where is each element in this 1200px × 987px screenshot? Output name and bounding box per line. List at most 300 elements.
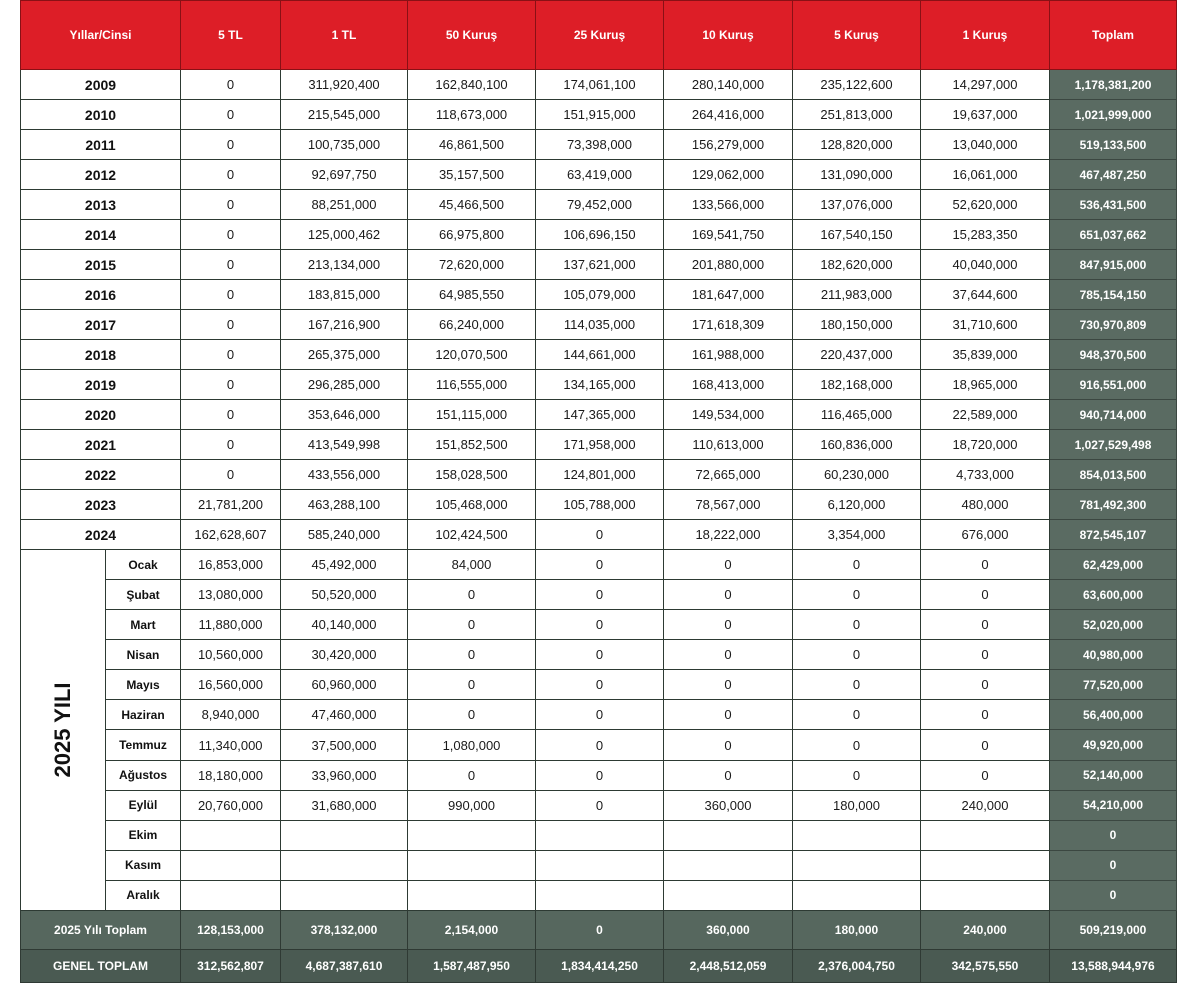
value-cell: 33,960,000: [281, 760, 408, 790]
value-cell: [793, 850, 921, 880]
value-cell: 353,646,000: [281, 400, 408, 430]
header-cell-total: Toplam: [1050, 1, 1177, 70]
value-cell: 35,157,500: [408, 160, 536, 190]
value-cell: 990,000: [408, 790, 536, 820]
value-cell: [536, 880, 664, 910]
year-row: [21, 220, 1177, 250]
value-cell: 124,801,000: [536, 460, 664, 490]
grand-total-row: [21, 950, 1177, 983]
value-cell: 118,673,000: [408, 100, 536, 130]
header-cell-5tl: 5 TL: [181, 1, 281, 70]
value-cell: 0: [536, 670, 664, 700]
value-cell: [536, 820, 664, 850]
value-cell: 15,283,350: [921, 220, 1050, 250]
year-total-row-total: 509,219,000: [1050, 911, 1177, 950]
year-total-row-value: 360,000: [664, 911, 793, 950]
value-cell: 30,420,000: [281, 640, 408, 670]
value-cell: 215,545,000: [281, 100, 408, 130]
value-cell: 0: [793, 700, 921, 730]
month-row: [21, 550, 1177, 580]
row-total-cell: 872,545,107: [1050, 520, 1177, 550]
month-label: Ekim: [106, 820, 181, 850]
value-cell: 0: [793, 640, 921, 670]
value-cell: [281, 850, 408, 880]
row-total-cell: 467,487,250: [1050, 160, 1177, 190]
row-total-cell: 0: [1050, 820, 1177, 850]
row-total-cell: 1,178,381,200: [1050, 70, 1177, 100]
value-cell: 137,076,000: [793, 190, 921, 220]
value-cell: 171,618,309: [664, 310, 793, 340]
value-cell: 16,560,000: [181, 670, 281, 700]
month-row: [21, 820, 1177, 850]
value-cell: 240,000: [921, 790, 1050, 820]
value-cell: 213,134,000: [281, 250, 408, 280]
value-cell: 0: [181, 250, 281, 280]
year-total-row-label: 2025 Yılı Toplam: [21, 911, 181, 950]
header-cell-50kurus: 50 Kuruş: [408, 1, 536, 70]
value-cell: 413,549,998: [281, 430, 408, 460]
value-cell: 0: [536, 700, 664, 730]
year-row: [21, 130, 1177, 160]
value-cell: [921, 820, 1050, 850]
value-cell: 63,419,000: [536, 160, 664, 190]
value-cell: 0: [536, 520, 664, 550]
value-cell: 0: [664, 580, 793, 610]
value-cell: 0: [921, 700, 1050, 730]
year-2025-label-cell: [21, 550, 106, 911]
value-cell: 0: [181, 460, 281, 490]
value-cell: 18,180,000: [181, 760, 281, 790]
value-cell: 0: [536, 550, 664, 580]
value-cell: 50,520,000: [281, 580, 408, 610]
coin-production-table: [20, 0, 1177, 983]
month-row: [21, 880, 1177, 910]
value-cell: 0: [793, 670, 921, 700]
value-cell: 149,534,000: [664, 400, 793, 430]
value-cell: 88,251,000: [281, 190, 408, 220]
row-total-cell: 781,492,300: [1050, 490, 1177, 520]
value-cell: 0: [793, 550, 921, 580]
value-cell: 8,940,000: [181, 700, 281, 730]
value-cell: 16,853,000: [181, 550, 281, 580]
row-total-cell: 847,915,000: [1050, 250, 1177, 280]
value-cell: 20,760,000: [181, 790, 281, 820]
value-cell: 144,661,000: [536, 340, 664, 370]
year-row: [21, 190, 1177, 220]
value-cell: 0: [408, 670, 536, 700]
row-total-cell: 40,980,000: [1050, 640, 1177, 670]
value-cell: 183,815,000: [281, 280, 408, 310]
value-cell: 102,424,500: [408, 520, 536, 550]
value-cell: 134,165,000: [536, 370, 664, 400]
value-cell: 0: [181, 280, 281, 310]
month-row: [21, 580, 1177, 610]
grand-total-row-value: 2,376,004,750: [793, 950, 921, 983]
value-cell: 147,365,000: [536, 400, 664, 430]
value-cell: 265,375,000: [281, 340, 408, 370]
value-cell: 84,000: [408, 550, 536, 580]
value-cell: 480,000: [921, 490, 1050, 520]
year-label: 2015: [21, 250, 181, 280]
month-label: Temmuz: [106, 730, 181, 760]
row-total-cell: 651,037,662: [1050, 220, 1177, 250]
value-cell: 0: [536, 790, 664, 820]
row-total-cell: 916,551,000: [1050, 370, 1177, 400]
value-cell: 235,122,600: [793, 70, 921, 100]
month-label: Mayıs: [106, 670, 181, 700]
value-cell: 21,781,200: [181, 490, 281, 520]
value-cell: 37,500,000: [281, 730, 408, 760]
value-cell: 31,710,600: [921, 310, 1050, 340]
value-cell: [921, 880, 1050, 910]
value-cell: 0: [921, 550, 1050, 580]
month-label: Şubat: [106, 580, 181, 610]
year-label: 2022: [21, 460, 181, 490]
month-row: [21, 640, 1177, 670]
year-row: [21, 370, 1177, 400]
value-cell: 0: [664, 760, 793, 790]
value-cell: 35,839,000: [921, 340, 1050, 370]
value-cell: 585,240,000: [281, 520, 408, 550]
value-cell: 131,090,000: [793, 160, 921, 190]
value-cell: [408, 880, 536, 910]
value-cell: 60,230,000: [793, 460, 921, 490]
year-label: 2011: [21, 130, 181, 160]
value-cell: [793, 820, 921, 850]
year-row: [21, 400, 1177, 430]
value-cell: 78,567,000: [664, 490, 793, 520]
value-cell: 79,452,000: [536, 190, 664, 220]
value-cell: 0: [536, 730, 664, 760]
value-cell: 0: [664, 670, 793, 700]
grand-total-row-value: 4,687,387,610: [281, 950, 408, 983]
value-cell: 105,788,000: [536, 490, 664, 520]
value-cell: 0: [664, 730, 793, 760]
row-total-cell: 56,400,000: [1050, 700, 1177, 730]
header-cell-1kurus: 1 Kuruş: [921, 1, 1050, 70]
value-cell: 13,040,000: [921, 130, 1050, 160]
row-total-cell: 77,520,000: [1050, 670, 1177, 700]
value-cell: 463,288,100: [281, 490, 408, 520]
value-cell: 120,070,500: [408, 340, 536, 370]
value-cell: 18,965,000: [921, 370, 1050, 400]
value-cell: 151,852,500: [408, 430, 536, 460]
value-cell: 264,416,000: [664, 100, 793, 130]
table-footer: [21, 911, 1177, 983]
grand-total-row-value: 2,448,512,059: [664, 950, 793, 983]
month-row: [21, 730, 1177, 760]
value-cell: 66,240,000: [408, 310, 536, 340]
year-label: 2019: [21, 370, 181, 400]
value-cell: 116,465,000: [793, 400, 921, 430]
value-cell: 174,061,100: [536, 70, 664, 100]
value-cell: 433,556,000: [281, 460, 408, 490]
year-row: [21, 490, 1177, 520]
value-cell: 0: [408, 700, 536, 730]
value-cell: 66,975,800: [408, 220, 536, 250]
value-cell: 37,644,600: [921, 280, 1050, 310]
value-cell: 0: [181, 310, 281, 340]
row-total-cell: 940,714,000: [1050, 400, 1177, 430]
row-total-cell: 948,370,500: [1050, 340, 1177, 370]
year-row: [21, 430, 1177, 460]
year-row: [21, 340, 1177, 370]
value-cell: 181,647,000: [664, 280, 793, 310]
value-cell: [181, 880, 281, 910]
value-cell: 105,079,000: [536, 280, 664, 310]
value-cell: 0: [793, 730, 921, 760]
year-row: [21, 250, 1177, 280]
value-cell: 73,398,000: [536, 130, 664, 160]
year-total-row: [21, 911, 1177, 950]
value-cell: 100,735,000: [281, 130, 408, 160]
value-cell: 0: [181, 160, 281, 190]
value-cell: 162,840,100: [408, 70, 536, 100]
value-cell: 0: [921, 610, 1050, 640]
grand-total-row-value: 342,575,550: [921, 950, 1050, 983]
value-cell: 10,560,000: [181, 640, 281, 670]
value-cell: 0: [181, 340, 281, 370]
value-cell: [281, 820, 408, 850]
year-label: 2018: [21, 340, 181, 370]
header-cell-5kurus: 5 Kuruş: [793, 1, 921, 70]
value-cell: 0: [181, 430, 281, 460]
value-cell: 151,115,000: [408, 400, 536, 430]
value-cell: 156,279,000: [664, 130, 793, 160]
row-total-cell: 1,021,999,000: [1050, 100, 1177, 130]
value-cell: 106,696,150: [536, 220, 664, 250]
value-cell: 40,140,000: [281, 610, 408, 640]
year-row: [21, 160, 1177, 190]
year-label: 2009: [21, 70, 181, 100]
value-cell: 180,150,000: [793, 310, 921, 340]
row-total-cell: 54,210,000: [1050, 790, 1177, 820]
value-cell: 40,040,000: [921, 250, 1050, 280]
header-cell-1tl: 1 TL: [281, 1, 408, 70]
value-cell: 92,697,750: [281, 160, 408, 190]
grand-total-row-value: 1,834,414,250: [536, 950, 664, 983]
value-cell: 45,466,500: [408, 190, 536, 220]
value-cell: 0: [793, 760, 921, 790]
value-cell: 0: [536, 760, 664, 790]
value-cell: 72,620,000: [408, 250, 536, 280]
value-cell: 16,061,000: [921, 160, 1050, 190]
value-cell: 0: [664, 610, 793, 640]
month-label: Eylül: [106, 790, 181, 820]
header-cell-25kurus: 25 Kuruş: [536, 1, 664, 70]
value-cell: 0: [181, 70, 281, 100]
row-total-cell: 62,429,000: [1050, 550, 1177, 580]
value-cell: 182,620,000: [793, 250, 921, 280]
value-cell: 0: [408, 580, 536, 610]
value-cell: 18,222,000: [664, 520, 793, 550]
year-total-row-value: 0: [536, 911, 664, 950]
month-row: [21, 670, 1177, 700]
year-label: 2023: [21, 490, 181, 520]
value-cell: [536, 850, 664, 880]
row-total-cell: 49,920,000: [1050, 730, 1177, 760]
value-cell: 11,880,000: [181, 610, 281, 640]
year-label: 2020: [21, 400, 181, 430]
year-label: 2024: [21, 520, 181, 550]
value-cell: 64,985,550: [408, 280, 536, 310]
value-cell: 160,836,000: [793, 430, 921, 460]
value-cell: 0: [408, 610, 536, 640]
value-cell: 0: [181, 220, 281, 250]
value-cell: 360,000: [664, 790, 793, 820]
value-cell: 182,168,000: [793, 370, 921, 400]
year-total-row-value: 240,000: [921, 911, 1050, 950]
value-cell: 0: [921, 580, 1050, 610]
month-row: [21, 700, 1177, 730]
row-total-cell: 0: [1050, 850, 1177, 880]
year-total-row-value: 180,000: [793, 911, 921, 950]
value-cell: 251,813,000: [793, 100, 921, 130]
value-cell: 0: [921, 670, 1050, 700]
year-label: 2013: [21, 190, 181, 220]
value-cell: 105,468,000: [408, 490, 536, 520]
value-cell: 137,621,000: [536, 250, 664, 280]
month-row: [21, 850, 1177, 880]
value-cell: [664, 880, 793, 910]
year-label: 2014: [21, 220, 181, 250]
value-cell: 129,062,000: [664, 160, 793, 190]
value-cell: 296,285,000: [281, 370, 408, 400]
month-label: Haziran: [106, 700, 181, 730]
grand-total-row-value: 1,587,487,950: [408, 950, 536, 983]
year-label: 2016: [21, 280, 181, 310]
year-label: 2017: [21, 310, 181, 340]
row-total-cell: 52,020,000: [1050, 610, 1177, 640]
month-row: [21, 790, 1177, 820]
month-row: [21, 610, 1177, 640]
value-cell: 676,000: [921, 520, 1050, 550]
value-cell: [281, 880, 408, 910]
month-label: Mart: [106, 610, 181, 640]
year-row: [21, 70, 1177, 100]
value-cell: 0: [181, 130, 281, 160]
value-cell: 1,080,000: [408, 730, 536, 760]
header-row: [21, 1, 1177, 70]
value-cell: 46,861,500: [408, 130, 536, 160]
value-cell: 168,413,000: [664, 370, 793, 400]
value-cell: [408, 820, 536, 850]
value-cell: 0: [664, 700, 793, 730]
value-cell: [181, 850, 281, 880]
value-cell: 0: [793, 610, 921, 640]
year-label: 2021: [21, 430, 181, 460]
value-cell: 0: [408, 640, 536, 670]
year-row: [21, 310, 1177, 340]
year-row: [21, 460, 1177, 490]
value-cell: [181, 820, 281, 850]
year-label: 2012: [21, 160, 181, 190]
row-total-cell: 519,133,500: [1050, 130, 1177, 160]
value-cell: 13,080,000: [181, 580, 281, 610]
month-label: Ocak: [106, 550, 181, 580]
year-row: [21, 100, 1177, 130]
table-body: [21, 70, 1177, 911]
value-cell: 0: [664, 550, 793, 580]
year-row: [21, 280, 1177, 310]
value-cell: 167,540,150: [793, 220, 921, 250]
value-cell: 151,915,000: [536, 100, 664, 130]
value-cell: 72,665,000: [664, 460, 793, 490]
value-cell: 11,340,000: [181, 730, 281, 760]
value-cell: 4,733,000: [921, 460, 1050, 490]
value-cell: 280,140,000: [664, 70, 793, 100]
value-cell: 311,920,400: [281, 70, 408, 100]
month-label: Nisan: [106, 640, 181, 670]
grand-total-row-label: GENEL TOPLAM: [21, 950, 181, 983]
grand-total-row-value: 312,562,807: [181, 950, 281, 983]
month-row: [21, 760, 1177, 790]
row-total-cell: 0: [1050, 880, 1177, 910]
value-cell: 220,437,000: [793, 340, 921, 370]
year-total-row-value: 2,154,000: [408, 911, 536, 950]
value-cell: [793, 880, 921, 910]
month-label: Kasım: [106, 850, 181, 880]
value-cell: 0: [536, 580, 664, 610]
value-cell: 180,000: [793, 790, 921, 820]
grand-total-row-total: 13,588,944,976: [1050, 950, 1177, 983]
value-cell: 0: [181, 100, 281, 130]
value-cell: 45,492,000: [281, 550, 408, 580]
value-cell: 0: [921, 760, 1050, 790]
value-cell: 0: [536, 610, 664, 640]
value-cell: 0: [536, 640, 664, 670]
value-cell: 161,988,000: [664, 340, 793, 370]
year-total-row-value: 128,153,000: [181, 911, 281, 950]
value-cell: 0: [181, 370, 281, 400]
header-cell-years: Yıllar/Cinsi: [21, 1, 181, 70]
coin-production-table-container: [20, 0, 1177, 983]
value-cell: 211,983,000: [793, 280, 921, 310]
value-cell: 22,589,000: [921, 400, 1050, 430]
value-cell: 116,555,000: [408, 370, 536, 400]
row-total-cell: 536,431,500: [1050, 190, 1177, 220]
value-cell: 18,720,000: [921, 430, 1050, 460]
row-total-cell: 785,154,150: [1050, 280, 1177, 310]
row-total-cell: 854,013,500: [1050, 460, 1177, 490]
row-total-cell: 1,027,529,498: [1050, 430, 1177, 460]
row-total-cell: 730,970,809: [1050, 310, 1177, 340]
value-cell: 0: [921, 730, 1050, 760]
value-cell: 19,637,000: [921, 100, 1050, 130]
value-cell: 0: [921, 640, 1050, 670]
value-cell: 3,354,000: [793, 520, 921, 550]
value-cell: 201,880,000: [664, 250, 793, 280]
value-cell: 110,613,000: [664, 430, 793, 460]
value-cell: 0: [793, 580, 921, 610]
year-2025-label-wrap: [21, 550, 105, 910]
value-cell: 52,620,000: [921, 190, 1050, 220]
year-2025-label: 2025 YILI: [50, 682, 75, 778]
month-label: Ağustos: [106, 760, 181, 790]
value-cell: 133,566,000: [664, 190, 793, 220]
value-cell: 171,958,000: [536, 430, 664, 460]
year-total-row-value: 378,132,000: [281, 911, 408, 950]
row-total-cell: 63,600,000: [1050, 580, 1177, 610]
month-label: Aralık: [106, 880, 181, 910]
value-cell: 128,820,000: [793, 130, 921, 160]
value-cell: 162,628,607: [181, 520, 281, 550]
year-row: [21, 520, 1177, 550]
value-cell: [408, 850, 536, 880]
row-total-cell: 52,140,000: [1050, 760, 1177, 790]
value-cell: [664, 820, 793, 850]
value-cell: 47,460,000: [281, 700, 408, 730]
